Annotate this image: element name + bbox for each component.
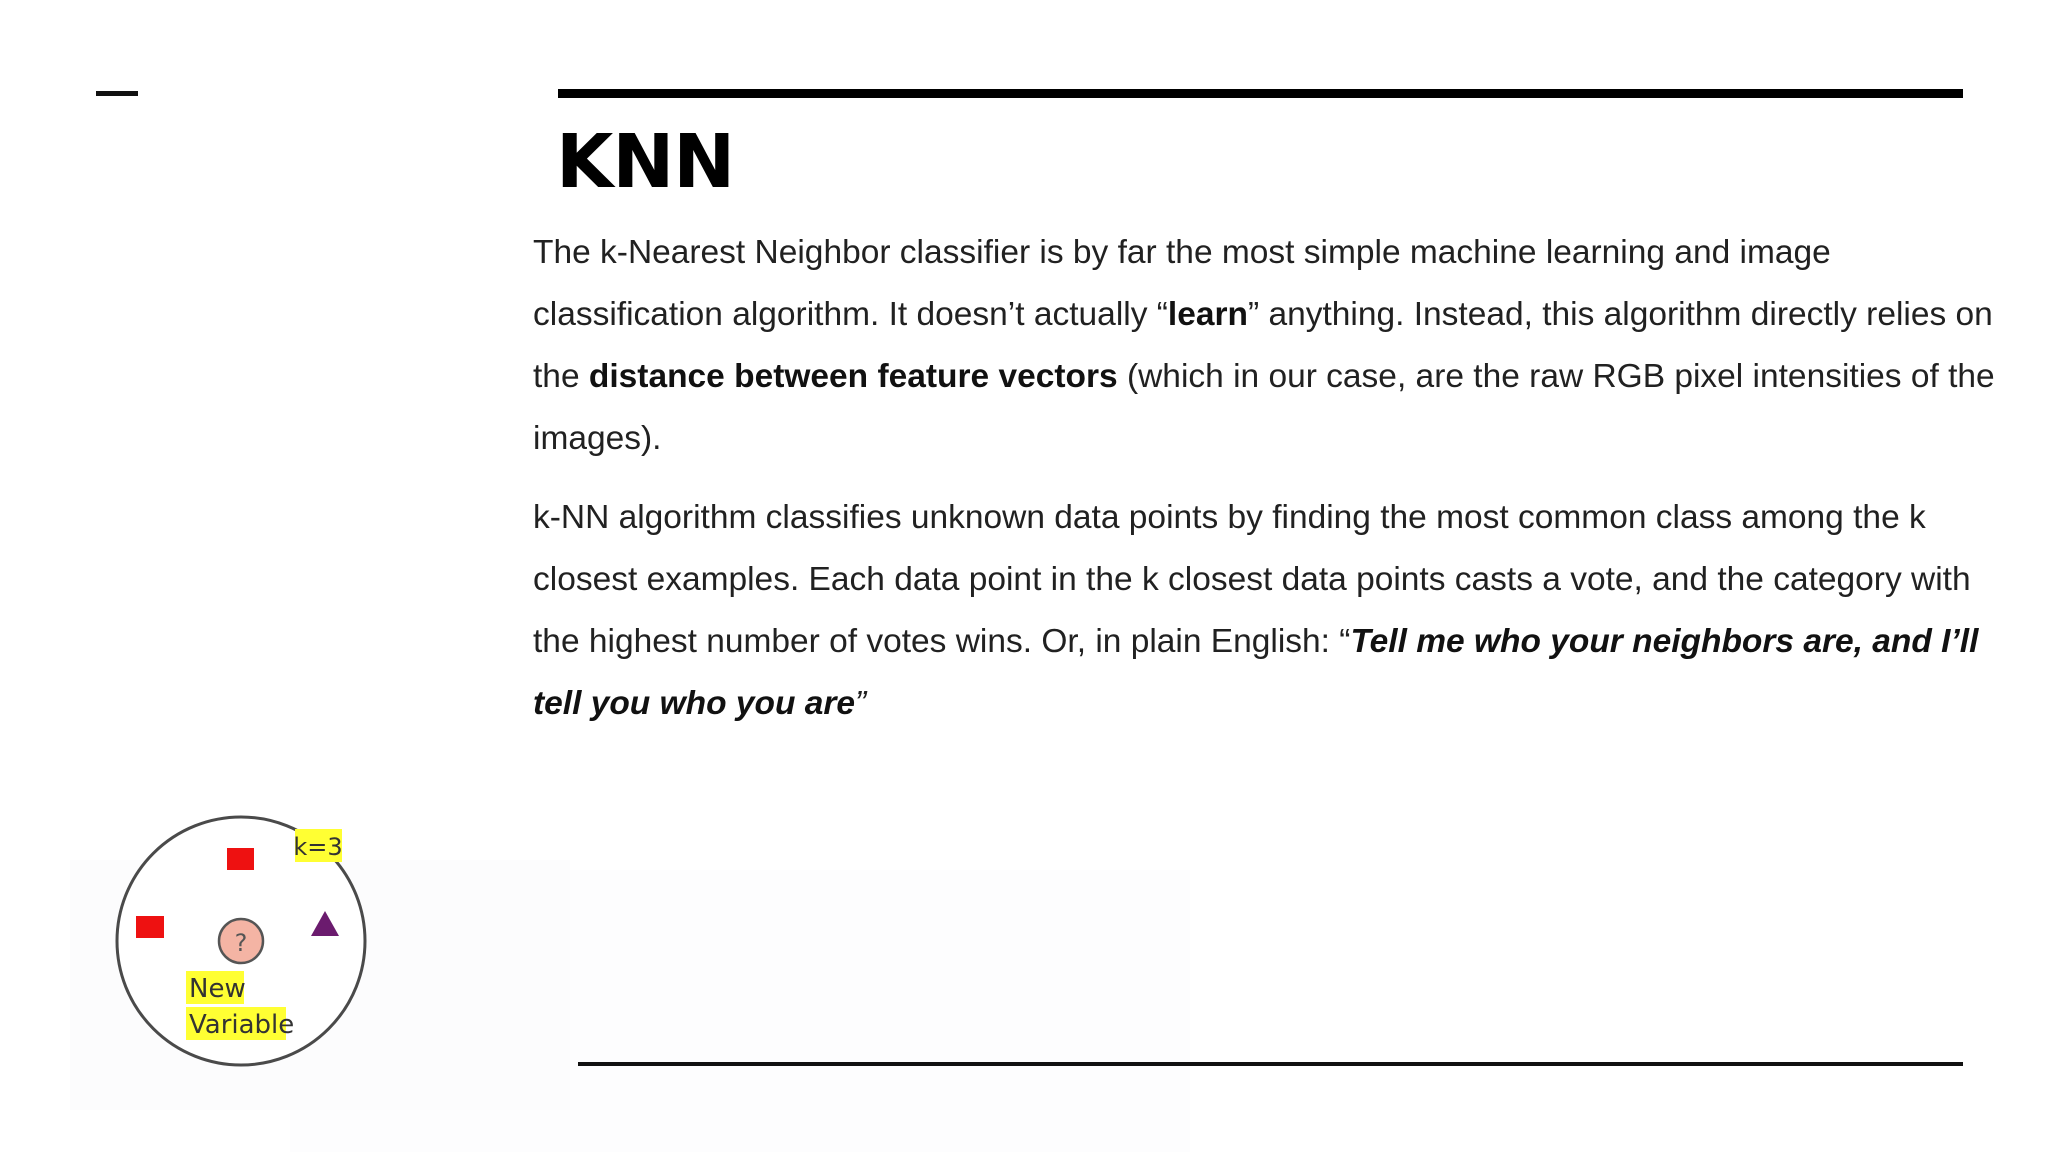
text-span: ” anything. Instead, this algorithm directly relies on the [533,296,1993,395]
corner-dash [96,91,138,96]
bottom-rule [578,1062,1963,1066]
text-span: k-NN algorithm classifies unknown data points by finding the most common class among the k closest examples. Each data point in the k closest data points casts a vote, and the category with the highest number of votes wins. Or, in plain English: “ [533,499,1971,660]
closing-quote: ” [855,685,867,722]
emphasis-distance: distance between feature vectors [588,358,1118,395]
query-symbol: ? [234,929,248,957]
knn-diagram [110,815,380,1070]
top-rule [558,89,1963,98]
class-square-icon [227,848,254,870]
emphasis-learn: learn [1167,296,1248,333]
k-label: k=3 [293,833,343,861]
paragraph-definition [533,222,2003,470]
slide-body [533,222,2003,735]
quote-text: Tell me who your neighbors are, and I’ll tell you who you are [533,623,1979,722]
text-span: (which in our case, are the raw RGB pixel intensities of the images). [533,358,1995,457]
query-label-line1: New [189,974,246,1004]
query-label-line2: Variable [189,1010,295,1040]
class-square-icon [136,916,164,938]
slide-title: KNN [556,119,735,205]
paragraph-voting [533,487,2003,735]
text-span: The k-Nearest Neighbor classifier is by far the most simple machine learning and image classification algorithm. It doesn’t actually “ [533,234,1831,333]
